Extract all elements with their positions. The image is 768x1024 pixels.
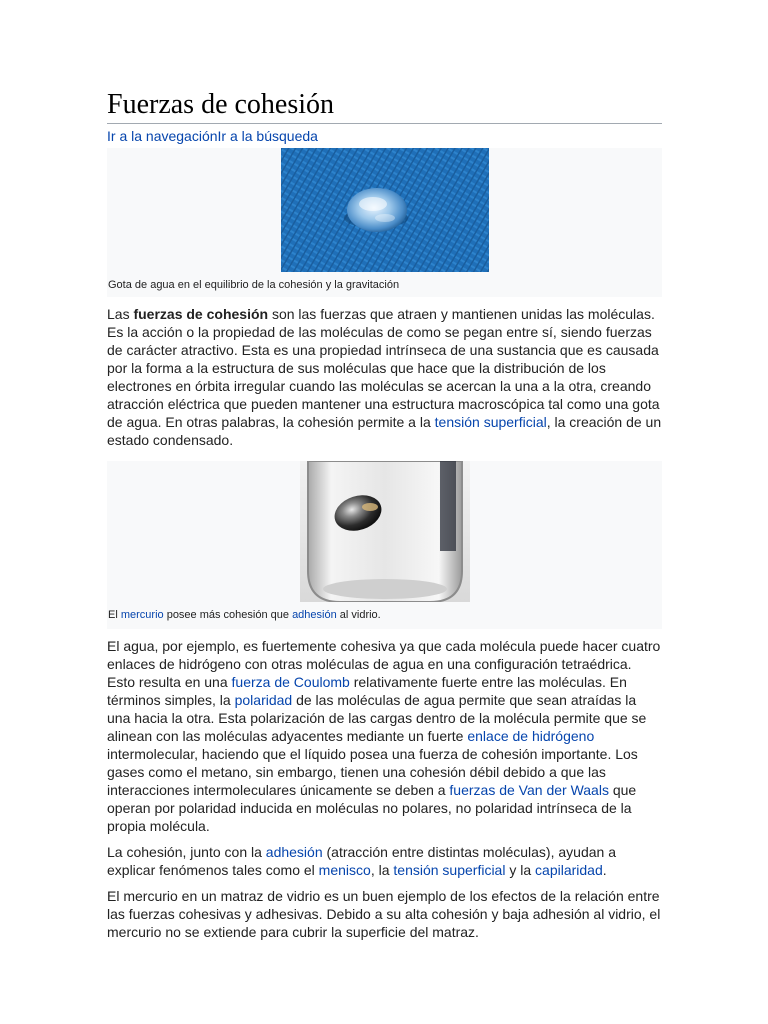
jump-to-search-link[interactable]: Ir a la búsqueda — [217, 128, 318, 144]
text: al vidrio. — [336, 609, 381, 621]
text: son las fuerzas que atraen y mantienen unidas las moléculas. Es la acción o la propiedad de las moléculas de como se pegan entre sí, siendo fuerzas de carácter atractivo. Esta es una propiedad intrínseca de una sustancia que es causada por la forma a la estructura de sus moléculas que hace que la distribución de los electrones en órbita irregular cuando las moléculas se acercan la una a la otra, creando atracción eléctrica que pueden mantener una estructura macroscópica tal como una gota de agua. En otras palabras, la cohesión permite a la — [107, 306, 660, 430]
text: La cohesión, junto con la — [107, 844, 266, 860]
link-adhesion[interactable]: adhesión — [265, 844, 323, 860]
text: . — [602, 862, 607, 878]
link-mercurio[interactable]: mercurio — [120, 609, 164, 621]
text: El agua, por ejemplo, es fuertemente cohesiva ya que cada molécula puede hacer cuatro enlaces de hidrógeno con otras moléculas de agua en una configuración tetraédrica. Esto resulta en una — [107, 638, 661, 690]
text: (atracción entre distintas moléculas), ayudan a explicar fenómenos tales como el — [107, 844, 616, 878]
link-adhesion[interactable]: adhesión — [292, 609, 337, 621]
figure-caption — [107, 602, 662, 622]
link-polaridad[interactable]: polaridad — [234, 692, 293, 708]
paragraph-mercury: El mercurio en un matraz de vidrio es un buen ejemplo de los efectos de la relación entre las fuerzas cohesivas y adhesivas. Debido a su alta cohesión y baja adhesión al vidrio, el mercurio no se extiende para cubrir la superficie del matraz. — [107, 888, 661, 940]
link-enlace-de-hidrogeno[interactable]: enlace de hidrógeno — [467, 728, 595, 744]
page-title: Fuerzas de cohesión — [107, 88, 662, 124]
link-fuerzas-de-van-der-waals[interactable]: fuerzas de Van der Waals — [449, 782, 609, 798]
bold-term: fuerzas de cohesión — [133, 306, 269, 322]
text: Las — [107, 306, 134, 322]
text: de las moléculas de agua permite que sean atraídas la una hacia la otra. Esta polarización de las cargas dentro de la molécula permite que se alinean con las moléculas adyacentes mediante un fuerte — [107, 692, 647, 744]
paragraph-cohesion — [107, 843, 662, 879]
text: , la creación de un estado condensado. — [107, 414, 662, 448]
link-tension-superficial[interactable]: tensión superficial — [393, 862, 506, 878]
figure-caption: Gota de agua en el equilibrio de la cohesión y la gravitación — [108, 279, 400, 291]
jump-to-navigation-link[interactable]: Ir a la navegación — [107, 128, 218, 144]
link-tension-superficial[interactable]: tensión superficial — [434, 414, 547, 430]
text: que operan por polaridad inducida en moléculas no polares, no polaridad intrínseca de la propia molécula. — [107, 782, 637, 834]
article-content — [107, 88, 662, 941]
text: posee más cohesión que — [163, 609, 293, 621]
mercury-vial-image[interactable] — [300, 461, 470, 602]
paragraph-water — [107, 637, 662, 835]
text: , la — [370, 862, 394, 878]
link-capilaridad[interactable]: capilaridad — [535, 862, 603, 878]
water-drop-image[interactable] — [281, 148, 489, 272]
text: intermolecular, haciendo que el líquido posea una fuerza de cohesión importante. Los gases como el metano, sin embargo, tienen una cohesión débil debido a que las interacciones intermoleculares únicamente se deben a — [107, 746, 638, 798]
jump-links — [107, 127, 662, 145]
text: y la — [505, 862, 536, 878]
figure-mercury — [107, 461, 662, 629]
text: relativamente fuerte entre las moléculas. En términos simples, la — [107, 674, 627, 708]
link-menisco[interactable]: menisco — [318, 862, 371, 878]
paragraph-intro — [107, 305, 662, 449]
figure-water-drop — [107, 148, 662, 297]
text: El — [108, 609, 121, 621]
link-fuerza-de-coulomb[interactable]: fuerza de Coulomb — [231, 674, 350, 690]
